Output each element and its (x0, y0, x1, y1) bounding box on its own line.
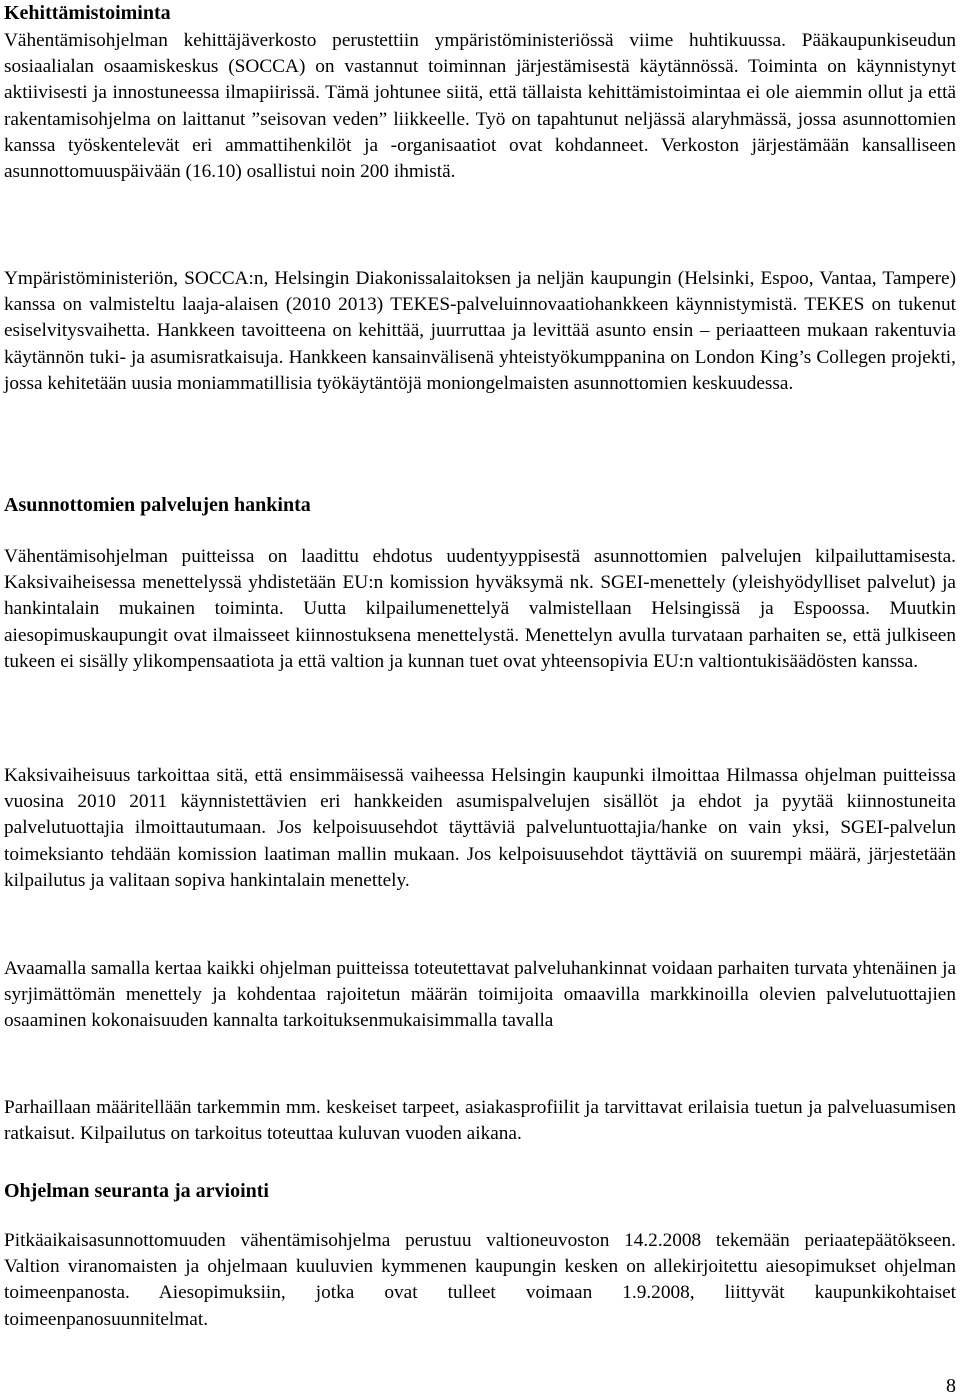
section-heading-kehittamistoiminta: Kehittämistoiminta (4, 2, 171, 24)
paragraph-programme-basis: Pitkäaikaisasunnottomuuden vähentämisohjelma perustuu valtioneuvoston 14.2.2008 tekemään periaatepäätökseen. Valtion viranomaisten ja ohjelmaan kuuluvien kymmenen kaupungin kesken on allekirjoitettu aiesopimukset ohjelman toimeenpanosta. Aiesopimuksiin, jotka ovat tulleet voimaan 1.9.2008, liittyvät kaupunkikohtaiset toimeenpanosuunnitelmat. (4, 1230, 956, 1330)
section-heading-seuranta-arviointi: Ohjelman seuranta ja arviointi (4, 1180, 269, 1202)
paragraph-current-definition: Parhaillaan määritellään tarkemmin mm. keskeiset tarpeet, asiakasprofiilit ja tarvittavat erilaisia tuetun ja palveluasumisen ratkaisut. Kilpailutus on tarkoitus toteuttaa kuluvan vuoden aikana. (4, 1097, 956, 1145)
paragraph-network: Vähentämisohjelman kehittäjäverkosto perustettiin ympäristöministeriössä viime huhtikuussa. Pääkaupunkiseudun sosiaalialan osaamiskeskus (SOCCA) on vastannut toiminnan järjestämisestä käytännössä. Toiminta on käynnistynyt aktiivisesti ja innostuneessa ilmapiirissä. Tämä johtunee siitä, että tällaista kehittämistoimintaa ei ole aiemmin ollut ja että rakentamisohjelma on laittanut ”seisovan veden” liikkeelle. Työ on tapahtunut neljässä alaryhmässä, jossa asunnottomien kanssa työskentelevät eri ammattihenkilöt ja -organisaatiot ovat kohdanneet. Verkoston järjestämään kansalliseen asunnottomuuspäivään (16.10) osallistui noin 200 ihmistä. (4, 30, 956, 183)
paragraph-procurement-proposal: Vähentämisohjelman puitteissa on laadittu ehdotus uudentyyppisestä asunnottomien palvelujen kilpailuttamisesta. Kaksivaiheisessa menettelyssä yhdistetään EU:n komission hyväksymä nk. SGEI-menettely (yleishyödylliset palvelut) ja hankintalain mukainen toiminta. Uutta kilpailumenettelyä valmistellaan Helsingissä ja Espoossa. Muutkin aiesopimuskaupungit ovat ilmaisseet kiinnostuksena menettelystä. Menettelyn avulla turvataan parhaiten se, että julkiseen tukeen ei sisälly ylikompensaatiota ja että valtion ja kunnan tuet ovat yhteensopivia EU:n valtiontukisäädösten kanssa. (4, 546, 956, 672)
section-heading-palvelujen-hankinta: Asunnottomien palvelujen hankinta (4, 494, 311, 516)
paragraph-tekes-project: Ympäristöministeriön, SOCCA:n, Helsingin Diakonissalaitoksen ja neljän kaupungin (Helsinki, Espoo, Vantaa, Tampere) kanssa on valmisteltu laaja-alaisen (2010 2013) TEKES-palveluinnovaatiohankkeen käynnistymistä. TEKES on tukenut esiselvitysvaihetta. Hankkeen tavoitteena on kehittää, juurruttaa ja levittää asunto ensin – periaatteen mukaan rakentuvia käytännön tuki- ja asumisratkaisuja. Hankkeen kansainvälisenä yhteistyökumppanina on London King’s Collegen projekti, jossa kehitetään uusia moniammatillisia työkäytäntöjä moniongelmaisten asunnottomien keskuudessa. (4, 268, 956, 394)
paragraph-open-procurement: Avaamalla samalla kertaa kaikki ohjelman puitteissa toteutettavat palveluhankinnat voidaan parhaiten turvata yhtenäinen ja syrjimättömän menettely ja kohdentaa rajoitetun määrän toimijoita omaavilla markkinoilla olevien palvelutuottajien osaaminen kokonaisuuden kannalta tarkoituksenmukaisimmalla tavalla (4, 958, 956, 1032)
page-number: 8 (946, 1375, 956, 1397)
paragraph-two-phase: Kaksivaiheisuus tarkoittaa sitä, että ensimmäisessä vaiheessa Helsingin kaupunki ilmoittaa Hilmassa ohjelman puitteissa vuosina 2010 2011 käynnistettävien eri hankkeiden asumispalvelujen sisällöt ja ehdot ja pyytää kiinnostuneita palvelutuottajia ilmoittautumaan. Jos kelpoisuusehdot täyttäviä palveluntuottajia/hanke on vain yksi, SGEI-palvelun toimeksianto tehdään komission laatiman mallin mukaan. Jos kelpoisuusehdot täyttäviä on suurempi määrä, järjestetään kilpailutus ja valitaan sopiva hankintalain menettely. (4, 765, 956, 891)
